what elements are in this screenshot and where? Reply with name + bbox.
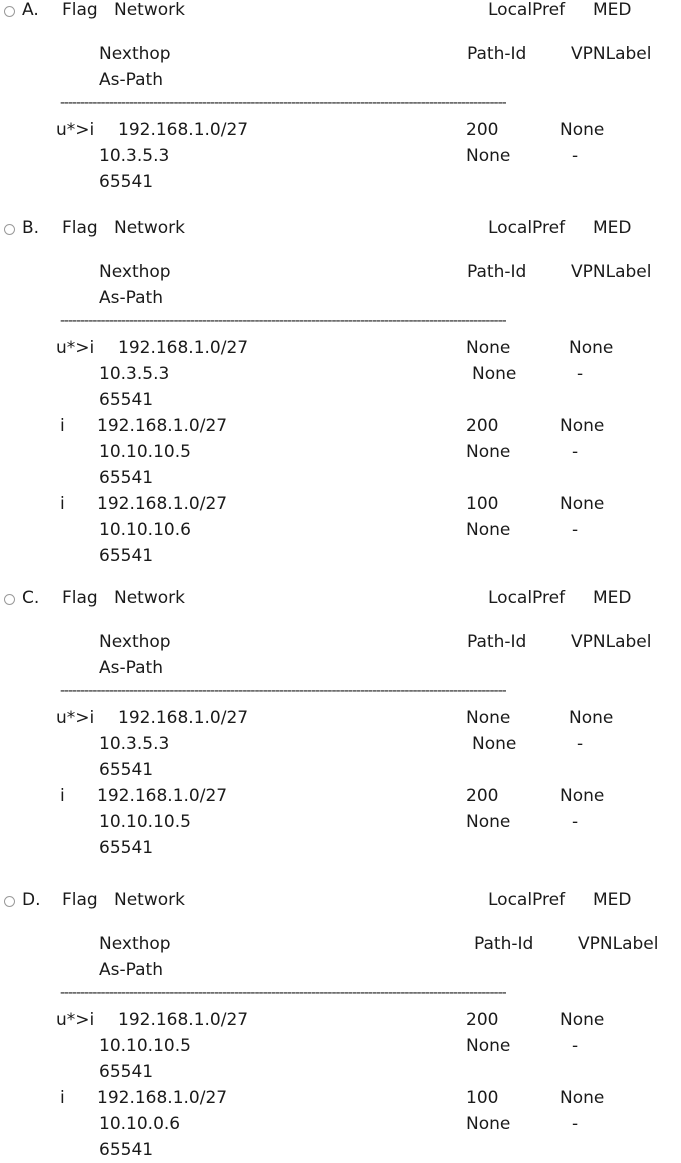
header-localpref: LocalPref (488, 890, 566, 910)
route-flag: i (60, 786, 65, 806)
separator-line: -------------------------------------------------------------------------------------------------------------- (60, 684, 506, 698)
route-localpref: 200 (466, 416, 499, 436)
header-pathid: Path-Id (467, 262, 527, 282)
header-med: MED (593, 890, 632, 910)
option-letter: C. (22, 588, 40, 608)
radio-button[interactable] (4, 594, 15, 605)
route-aspath: 65541 (99, 468, 154, 488)
route-nexthop: 10.10.10.5 (99, 1036, 191, 1056)
header-flag: Flag (62, 588, 98, 608)
header-localpref: LocalPref (488, 588, 566, 608)
route-network: 192.168.1.0/27 (118, 120, 249, 140)
header-nexthop: Nexthop (99, 44, 171, 64)
route-localpref: 200 (466, 786, 499, 806)
route-pathid: None (466, 1114, 511, 1134)
route-vpnlabel: - (572, 812, 579, 832)
route-aspath: 65541 (99, 1062, 154, 1082)
route-med: None (569, 338, 614, 358)
route-pathid: None (466, 812, 511, 832)
route-med: None (560, 1088, 605, 1108)
option-letter: D. (22, 890, 41, 910)
header-aspath: As-Path (99, 658, 163, 678)
route-flag: i (60, 1088, 65, 1108)
header-aspath: As-Path (99, 70, 163, 90)
header-pathid: Path-Id (467, 632, 527, 652)
header-nexthop: Nexthop (99, 934, 171, 954)
route-vpnlabel: - (572, 442, 579, 462)
route-vpnlabel: - (572, 146, 579, 166)
route-aspath: 65541 (99, 760, 154, 780)
route-localpref: 100 (466, 1088, 499, 1108)
route-network: 192.168.1.0/27 (97, 786, 228, 806)
header-flag: Flag (62, 890, 98, 910)
route-pathid: None (472, 734, 517, 754)
route-nexthop: 10.3.5.3 (99, 146, 170, 166)
route-med: None (569, 708, 614, 728)
header-flag: Flag (62, 218, 98, 238)
route-localpref: 100 (466, 494, 499, 514)
route-nexthop: 10.10.10.6 (99, 520, 191, 540)
route-aspath: 65541 (99, 172, 154, 192)
route-med: None (560, 786, 605, 806)
route-aspath: 65541 (99, 546, 154, 566)
route-aspath: 65541 (99, 390, 154, 410)
header-aspath: As-Path (99, 288, 163, 308)
header-vpnlabel: VPNLabel (571, 44, 652, 64)
route-med: None (560, 416, 605, 436)
separator-line: -------------------------------------------------------------------------------------------------------------- (60, 986, 506, 1000)
header-network: Network (114, 0, 185, 20)
header-pathid: Path-Id (474, 934, 534, 954)
header-localpref: LocalPref (488, 218, 566, 238)
route-network: 192.168.1.0/27 (97, 494, 228, 514)
route-localpref: 200 (466, 120, 499, 140)
radio-button[interactable] (4, 224, 15, 235)
radio-button[interactable] (4, 896, 15, 907)
separator-line: -------------------------------------------------------------------------------------------------------------- (60, 314, 506, 328)
route-localpref: None (466, 708, 511, 728)
route-flag: u*>i (56, 708, 95, 728)
route-aspath: 65541 (99, 1140, 154, 1160)
route-vpnlabel: - (572, 1114, 579, 1134)
route-flag: i (60, 416, 65, 436)
header-med: MED (593, 218, 632, 238)
separator-line: -------------------------------------------------------------------------------------------------------------- (60, 96, 506, 110)
header-med: MED (593, 0, 632, 20)
route-flag: u*>i (56, 1010, 95, 1030)
route-pathid: None (472, 364, 517, 384)
route-med: None (560, 494, 605, 514)
header-vpnlabel: VPNLabel (578, 934, 659, 954)
route-pathid: None (466, 442, 511, 462)
header-network: Network (114, 890, 185, 910)
header-pathid: Path-Id (467, 44, 527, 64)
header-nexthop: Nexthop (99, 632, 171, 652)
header-vpnlabel: VPNLabel (571, 262, 652, 282)
route-aspath: 65541 (99, 838, 154, 858)
radio-button[interactable] (4, 6, 15, 17)
route-flag: u*>i (56, 120, 95, 140)
route-network: 192.168.1.0/27 (118, 338, 249, 358)
route-nexthop: 10.3.5.3 (99, 364, 170, 384)
route-localpref: 200 (466, 1010, 499, 1030)
route-localpref: None (466, 338, 511, 358)
header-localpref: LocalPref (488, 0, 566, 20)
route-network: 192.168.1.0/27 (118, 1010, 249, 1030)
route-network: 192.168.1.0/27 (97, 1088, 228, 1108)
route-flag: i (60, 494, 65, 514)
route-nexthop: 10.10.0.6 (99, 1114, 181, 1134)
header-nexthop: Nexthop (99, 262, 171, 282)
route-network: 192.168.1.0/27 (97, 416, 228, 436)
route-vpnlabel: - (577, 734, 584, 754)
header-vpnlabel: VPNLabel (571, 632, 652, 652)
route-nexthop: 10.10.10.5 (99, 442, 191, 462)
header-aspath: As-Path (99, 960, 163, 980)
route-network: 192.168.1.0/27 (118, 708, 249, 728)
route-vpnlabel: - (577, 364, 584, 384)
route-pathid: None (466, 520, 511, 540)
route-nexthop: 10.10.10.5 (99, 812, 191, 832)
route-pathid: None (466, 146, 511, 166)
route-vpnlabel: - (572, 1036, 579, 1056)
route-med: None (560, 120, 605, 140)
header-network: Network (114, 218, 185, 238)
route-vpnlabel: - (572, 520, 579, 540)
header-flag: Flag (62, 0, 98, 20)
header-med: MED (593, 588, 632, 608)
route-nexthop: 10.3.5.3 (99, 734, 170, 754)
option-letter: B. (22, 218, 40, 238)
option-letter: A. (22, 0, 39, 20)
route-med: None (560, 1010, 605, 1030)
header-network: Network (114, 588, 185, 608)
route-pathid: None (466, 1036, 511, 1056)
route-flag: u*>i (56, 338, 95, 358)
